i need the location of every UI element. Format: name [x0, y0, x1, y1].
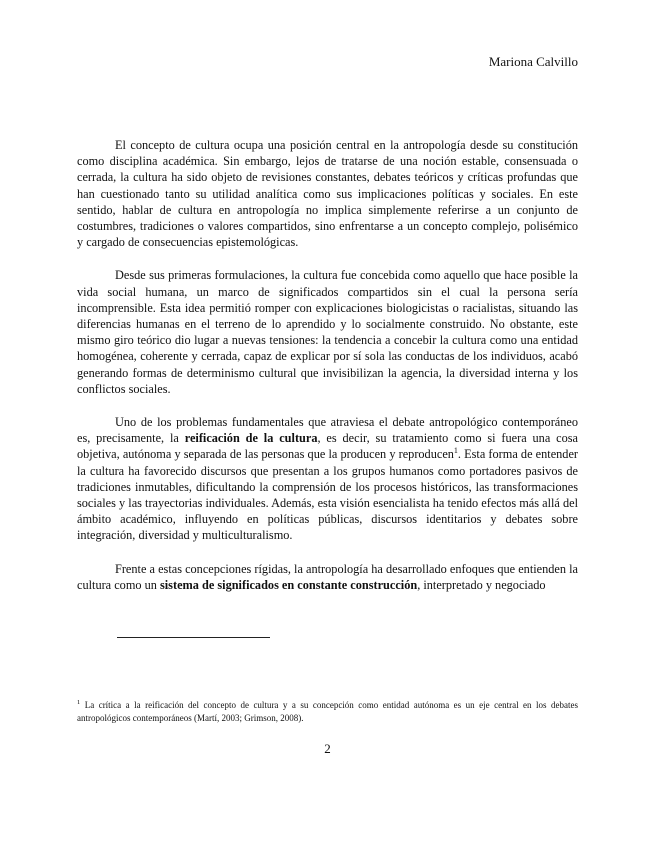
footnote-text: La crítica a la reificación del concepto de cultura y a su concepción como entidad autónoma es un eje central en los debates antropológicos contemporáneos (Martí, 2003; Grimson, 2008).: [77, 700, 578, 723]
paragraph-4-text-b: , interpretado y negociado: [417, 577, 546, 592]
footnote-reference[interactable]: 1: [453, 446, 458, 456]
paragraph-3-text-a: Uno de los problemas fundamentales que atraviesa el debate antropológico contemporáneo es, precisamente, la: [77, 415, 578, 446]
paragraph-3-text-b: , es decir, su tratamiento como si fuera una cosa objetiva, autónoma y separada de las personas que la producen y reproducen: [77, 431, 578, 462]
paragraph-3: [77, 414, 578, 544]
paragraph-4: [77, 561, 578, 593]
body-text: [77, 137, 578, 593]
paragraph-4-text-a: Frente a estas concepciones rígidas, la antropología ha desarrollado enfoques que entienden la cultura como un: [77, 561, 578, 592]
footnote-number: 1: [77, 699, 81, 706]
footnote-separator: [117, 637, 270, 638]
running-header-author: Mariona Calvillo: [488, 54, 578, 69]
paragraph-4-bold-term: sistema de significados en constante construcción: [159, 577, 418, 592]
footnote: [77, 699, 578, 725]
paragraph-2: Desde sus primeras formulaciones, la cultura fue concebida como aquello que hace posible la vida social humana, un marco de significados compartidos sin el cual la persona sería incomprensible. Esta idea permitió romper con explicaciones biologicistas o racialistas, situando las diferencias humanas en el terreno de lo aprendido y lo socialmente construido. No obstante, este mismo giro teórico dio lugar a nuevas tensiones: la tendencia a concebir la cultura como una entidad homogénea, coherente y cerrada, capaz de explicar por sí sola las conductas de los individuos, acabó generando formas de determinismo cultural que invisibilizan la agencia, la diversidad interna y los conflictos sociales.: [77, 268, 578, 396]
page-number: 2: [324, 741, 331, 756]
paragraph-3-text-c: . Esta forma de entender la cultura ha favorecido discursos que presentan a los grupos humanos como portadores pasivos de tradiciones inmutables, dificultando la comprensión de los procesos históricos, las transformaciones sociales y las trayectorias individuales. Además, esta visión esencialista ha tenido efectos más allá del ámbito académico, influyendo en políticas públicas, discursos identitarios y debates sobre integración, diversidad y multiculturalismo.: [77, 447, 578, 543]
paragraph-1: El concepto de cultura ocupa una posición central en la antropología desde su constitución como disciplina académica. Sin embargo, lejos de tratarse de una noción estable, consensuada o cerrada, la cultura ha sido objeto de revisiones constantes, debates teóricos y críticas profundas que han cuestionado tanto su utilidad analítica como sus implicaciones políticas y sociales. En este sentido, hablar de cultura en antropología no implica simplemente referirse a un conjunto de costumbres, tradiciones o valores compartidos, sino enfrentarse a un concepto complejo, polisémico y cargado de consecuencias epistemológicas.: [77, 138, 578, 250]
paragraph-3-bold-term: reificación de la cultura: [184, 431, 318, 446]
